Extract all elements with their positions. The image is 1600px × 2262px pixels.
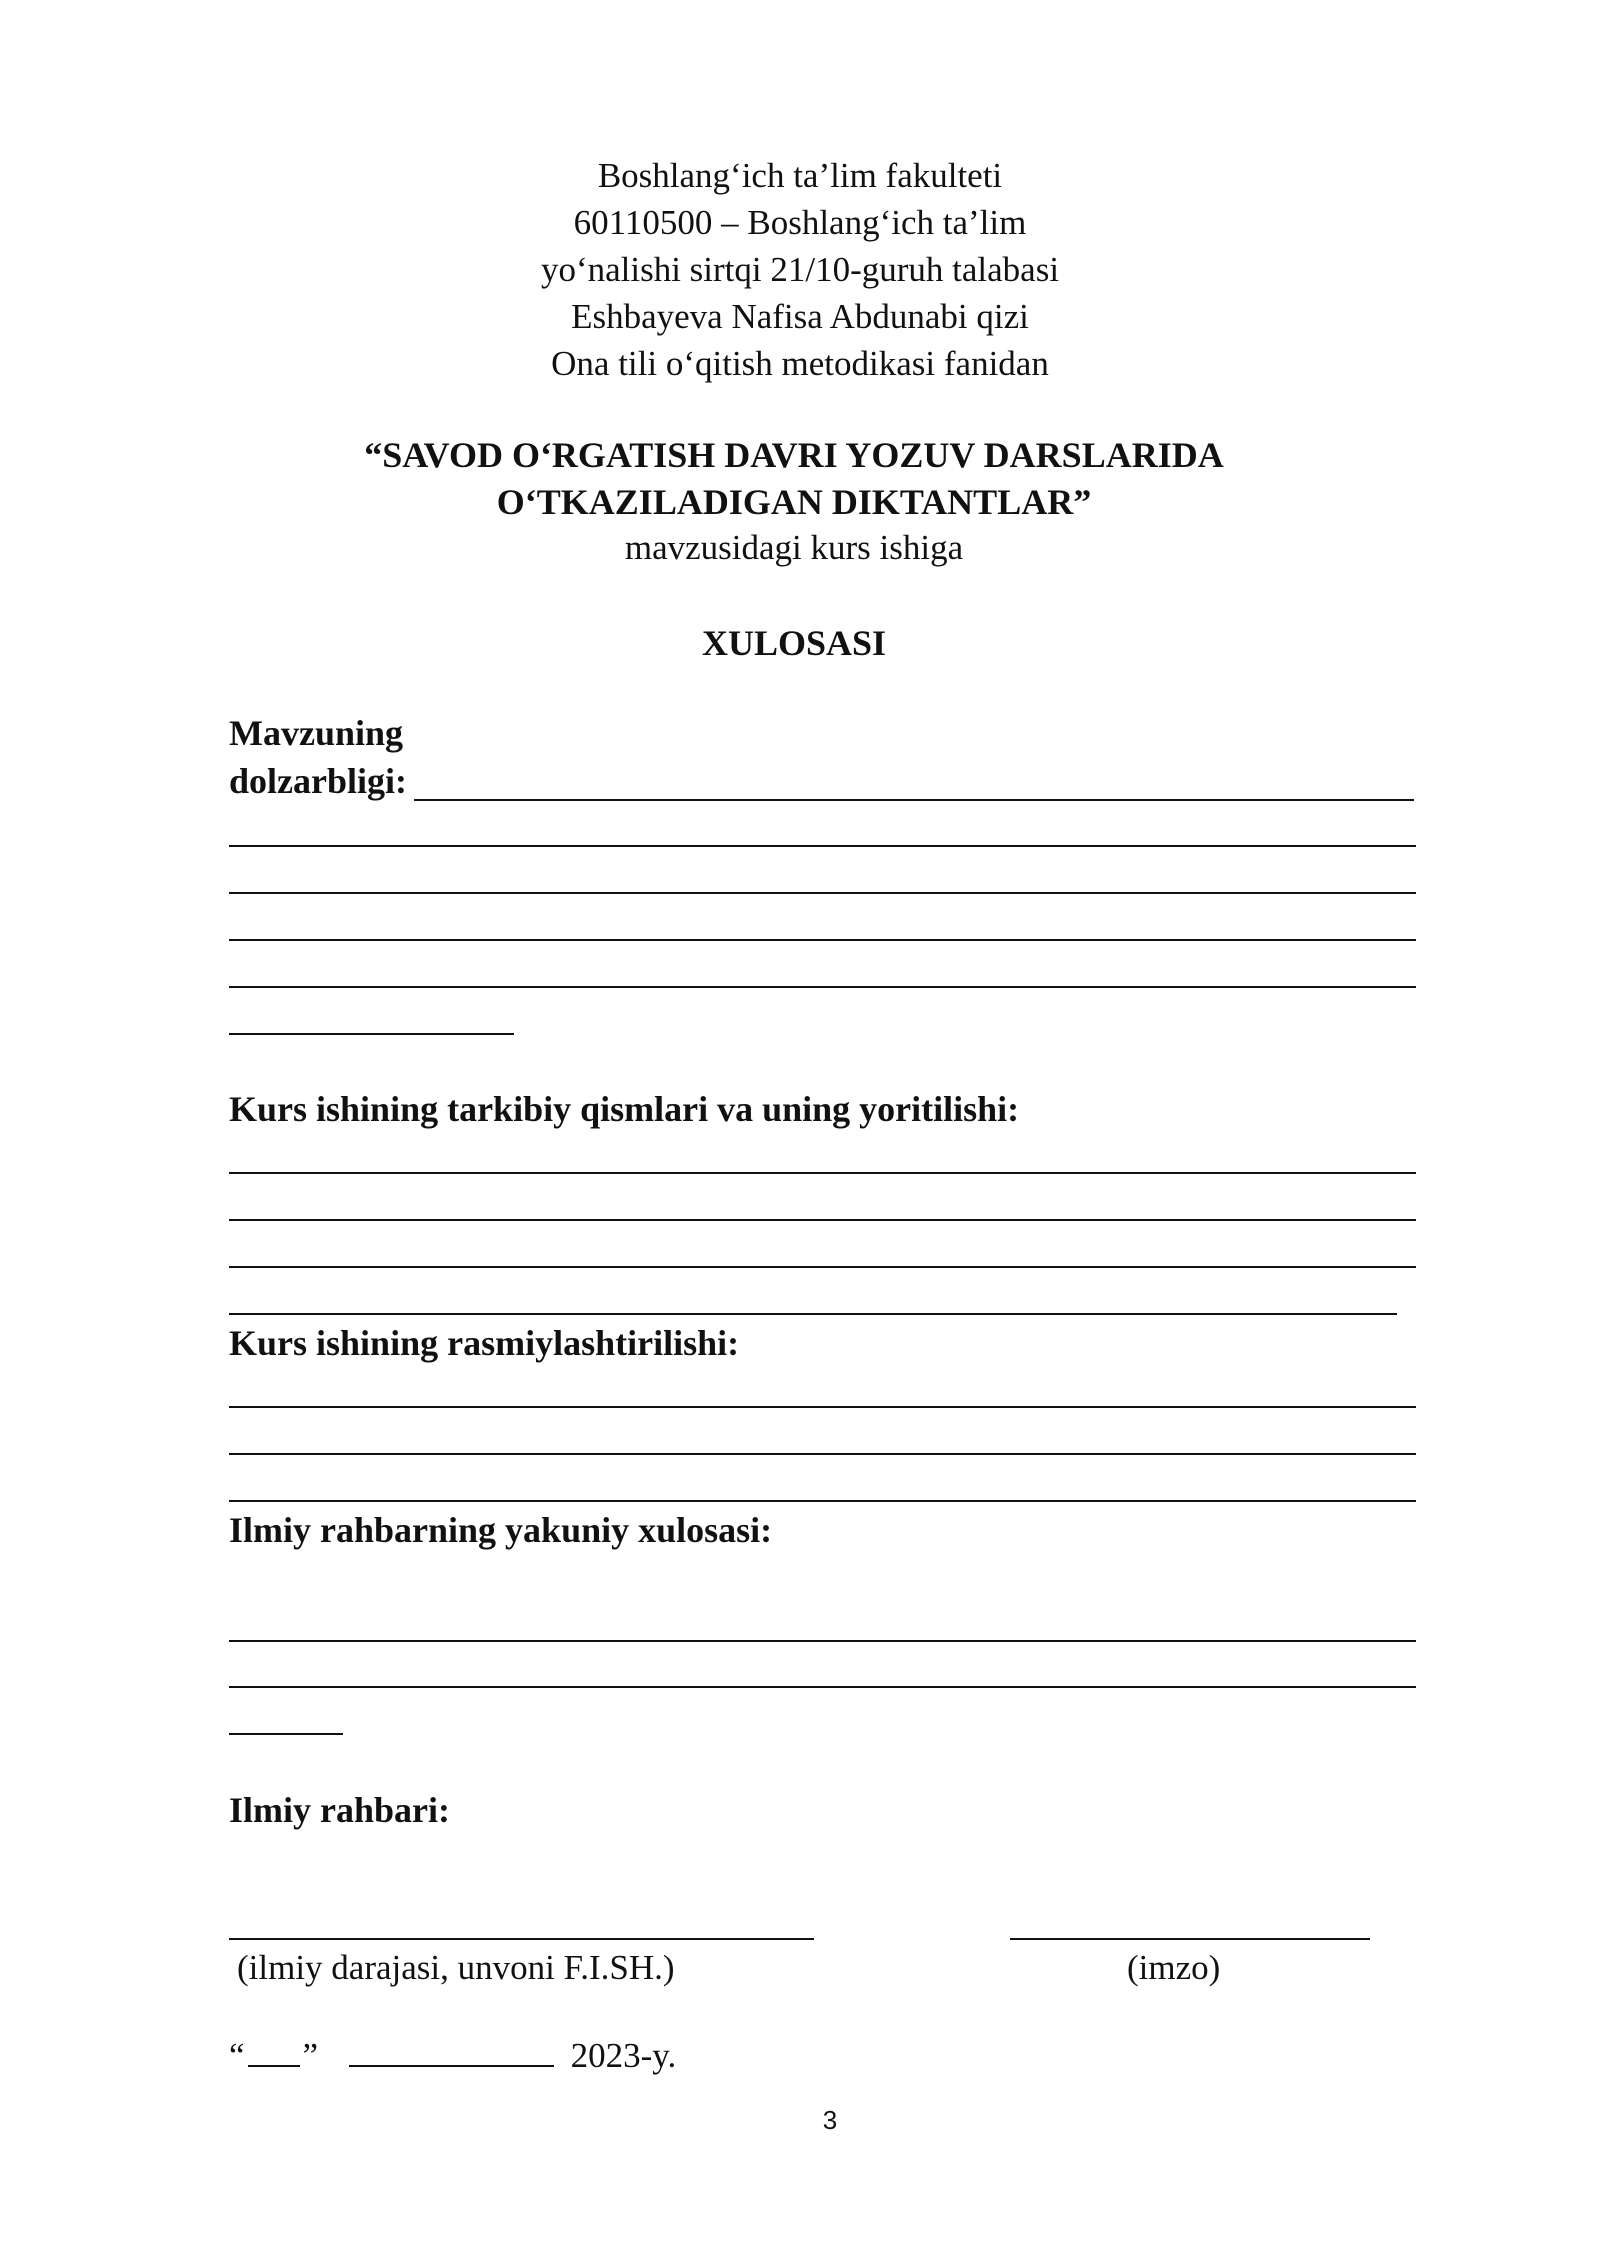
supervisor-name-line[interactable]: [229, 1938, 814, 1940]
relevance-field-line[interactable]: [229, 939, 1416, 941]
formatting-label: Kurs ishining rasmiylashtirilishi:: [229, 1323, 740, 1363]
date-close-quote: ”: [302, 2036, 319, 2075]
relevance-label-line2: dolzarbligi:: [229, 761, 407, 801]
date-line: [229, 2036, 676, 2076]
program-line: 60110500 – Boshlang‘ich ta’lim: [573, 203, 1027, 242]
month-field[interactable]: [349, 2064, 554, 2067]
conclusion-field-line[interactable]: [229, 1640, 1416, 1642]
formatting-field-line[interactable]: [229, 1406, 1416, 1408]
topic-title: [0, 432, 1594, 526]
supervisor-conclusion-label: Ilmiy rahbarning yakuniy xulosasi:: [229, 1510, 773, 1550]
conclusion-field-line[interactable]: [229, 1733, 343, 1735]
conclusion-heading: XULOSASI: [701, 623, 887, 663]
relevance-field-line[interactable]: [229, 986, 1416, 988]
relevance-field-line[interactable]: [229, 1033, 514, 1035]
signature-line[interactable]: [1010, 1938, 1370, 1940]
topic-title-line2: O‘TKAZILADIGAN DIKTANTLAR”: [496, 482, 1092, 522]
signature-caption: (imzo): [1127, 1948, 1221, 1987]
topic-subtitle: mavzusidagi kurs ishiga: [624, 528, 964, 567]
supervisor-label: Ilmiy rahbari:: [229, 1790, 450, 1830]
relevance-field-line[interactable]: [229, 892, 1416, 894]
group-line: yo‘nalishi sirtqi 21/10-guruh talabasi: [540, 250, 1060, 289]
header-block: [0, 152, 1600, 387]
relevance-label-line1: Mavzuning: [229, 713, 404, 753]
relevance-field-line[interactable]: [229, 845, 1416, 847]
components-field-line[interactable]: [229, 1266, 1416, 1268]
components-label: Kurs ishining tarkibiy qismlari va uning yoritilishi:: [229, 1089, 1020, 1129]
conclusion-field-line[interactable]: [229, 1686, 1416, 1688]
formatting-field-line[interactable]: [229, 1453, 1416, 1455]
formatting-field-line[interactable]: [229, 1500, 1416, 1502]
day-field[interactable]: [248, 2064, 300, 2067]
faculty-line: Boshlang‘ich ta’lim fakulteti: [597, 156, 1003, 195]
degree-caption: (ilmiy darajasi, unvoni F.I.SH.): [237, 1948, 675, 1987]
components-field-line[interactable]: [229, 1172, 1416, 1174]
subject-line: Ona tili o‘qitish metodikasi fanidan: [551, 344, 1049, 383]
page-number: 3: [822, 2105, 838, 2135]
date-open-quote: “: [229, 2036, 245, 2075]
relevance-field-line[interactable]: [414, 799, 1414, 801]
student-name: Eshbayeva Nafisa Abdunabi qizi: [571, 297, 1029, 336]
components-field-line[interactable]: [229, 1219, 1416, 1221]
topic-title-line1: “SAVOD O‘RGATISH DAVRI YOZUV DARSLARIDA: [364, 435, 1224, 475]
components-field-line[interactable]: [229, 1313, 1397, 1315]
year-text: 2023-y.: [570, 2036, 677, 2075]
